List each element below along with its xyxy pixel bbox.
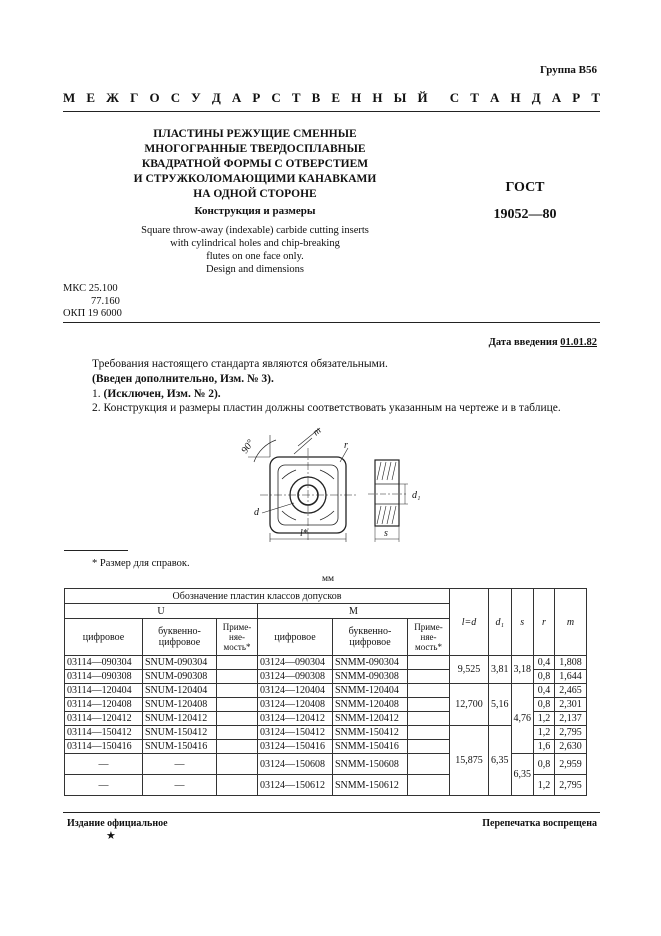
class-u: U [65, 604, 258, 619]
ld-group-1: 9,525 [450, 656, 489, 684]
d-label: d [254, 507, 259, 518]
table-row: 03114—120408 SNUM-120408 03124—120408 SNMM-120408 0,8 2,301 [65, 698, 587, 712]
table-row: — — 03124—150608 SNMM-150608 6,35 0,8 2,959 [65, 754, 587, 775]
footnote-rule [64, 550, 128, 551]
heading-letter: Р [572, 90, 581, 105]
heading-letter: Ж [106, 90, 119, 105]
heading-letter: Р [252, 90, 261, 105]
heading-letter: Н [372, 90, 383, 105]
star-icon: ★ [106, 830, 116, 842]
m-label: m [310, 425, 324, 439]
s-group-1: 3,18 [511, 656, 534, 684]
heading-letter: Н [510, 90, 521, 105]
footnote: * Размер для справок. [92, 558, 190, 569]
r-label: r [344, 440, 348, 451]
reprint-prohibited: Перепечатка воспрещена [482, 818, 597, 829]
units-label: мм [322, 574, 335, 584]
col-note-m: Приме- няе- мость* [408, 619, 450, 656]
table-row: 03114—090308 SNUM-090308 03124—090308 SNMM-090308 0,8 1,644 [65, 670, 587, 684]
introduction-date: Дата введения 01.01.82 [488, 337, 597, 348]
heading-letter: Е [86, 90, 96, 105]
insert-drawing [230, 418, 430, 548]
d1-label: d₁ [412, 490, 421, 501]
col-alpha-m: буквенно- цифровое [333, 619, 408, 656]
heading-letter: А [551, 90, 562, 105]
heading-letter: У [191, 90, 201, 105]
paragraph-mandatory: Требования настоящего стандарта являются обязательными. [92, 358, 388, 370]
heading-letter: С [170, 90, 181, 105]
heading-letter: Д [211, 90, 221, 105]
l-label: l* [300, 528, 308, 539]
col-alpha-u: буквенно- цифровое [143, 619, 217, 656]
col-digital-u: цифровое [65, 619, 143, 656]
heading-letter: С [449, 90, 460, 105]
heading-letter: Т [591, 90, 600, 105]
heading-letter: Ы [393, 90, 407, 105]
heading-letter: Й [417, 90, 428, 105]
interstate-standard-heading [63, 90, 600, 106]
heading-letter: Т [470, 90, 479, 105]
footer-rule [63, 812, 600, 813]
d1-group-2: 5,16 [489, 684, 512, 726]
heading-letter: О [149, 90, 160, 105]
heading-letter: В [311, 90, 321, 105]
table-row: 03114—090304 SNUM-090304 03124—090304 SNMM-090304 9,525 3,81 3,18 0,4 1,808 [65, 656, 587, 670]
col-ld: l=d [450, 589, 489, 656]
heading-letter: С [271, 90, 281, 105]
heading-letter: Г [130, 90, 139, 105]
table-row: 03114—120404 SNUM-120404 03124—120404 SNMM-120404 12,700 5,16 4,76 0,4 2,465 [65, 684, 587, 698]
document-title: ПЛАСТИНЫ РЕЖУЩИЕ СМЕННЫЕ МНОГОГРАННЫЕ ТВЕРДОСПЛАВНЫЕ КВАДРАТНОЙ ФОРМЫ С ОТВЕРСТИЕМ И СТРУЖКОЛОМАЮЩИМИ КАНАВКАМИ НА ОДНОЙ СТОРОНЕ [133, 128, 377, 200]
codes-rule [63, 322, 600, 323]
classification-codes: МКС 25.100 77.160 ОКП 19 6000 [63, 283, 122, 319]
col-m: m [555, 589, 587, 656]
official-edition: Издание официальное [67, 818, 168, 829]
header-rule [63, 111, 600, 112]
s-group-3: 6,35 [511, 754, 534, 796]
table-row: — — 03124—150612 SNMM-150612 1,2 2,795 [65, 775, 587, 796]
english-title: Square throw-away (indexable) carbide cutting inserts with cylindrical holes and chip-breaking flutes on one face only. Design and dimensions [141, 225, 369, 275]
paragraph-amendment: (Введен дополнительно, Изм. № 3). [92, 373, 274, 385]
gost-designation: ГОСТ 19052—80 [493, 180, 557, 222]
table-row: 03114—120412 SNUM-120412 03124—120412 SNMM-120412 1,2 2,137 [65, 712, 587, 726]
heading-letter: А [490, 90, 500, 105]
inserts-table [64, 588, 587, 796]
heading-letter: Т [291, 90, 301, 105]
paragraph-item-2: 2. Конструкция и размеры пластин должны соответствовать указанным на чертеже и в таблице. [92, 402, 561, 414]
s-group-2: 4,76 [511, 684, 534, 754]
heading-letter: А [231, 90, 242, 105]
paragraph-item-1: 1. (Исключен, Изм. № 2). [92, 388, 221, 400]
ld-group-2: 12,700 [450, 684, 489, 726]
heading-letter: М [63, 90, 76, 105]
heading-letter: Е [331, 90, 341, 105]
col-d1: d₁ [489, 589, 512, 656]
heading-letter: Н [351, 90, 362, 105]
class-m: M [258, 604, 450, 619]
group-label: Группа В56 [539, 64, 597, 76]
d1-group-3: 6,35 [489, 726, 512, 796]
table-row: 03114—150416 SNUM-150416 03124—150416 SNMM-150416 1,6 2,630 [65, 740, 587, 754]
s-label: s [384, 528, 388, 539]
col-r: r [534, 589, 555, 656]
col-note-u: Приме- няе- мость* [217, 619, 258, 656]
ld-group-3: 15,875 [450, 726, 489, 796]
document-subtitle: Конструкция и размеры [194, 205, 316, 217]
col-digital-m: цифровое [258, 619, 333, 656]
col-s: s [511, 589, 534, 656]
d1-group-1: 3,81 [489, 656, 512, 684]
table-row: 03114—150412 SNUM-150412 03124—150412 SNMM-150412 15,875 6,35 1,2 2,795 [65, 726, 587, 740]
table-header-group: Обозначение пластин классов допусков [65, 589, 450, 604]
angle-label: 90° [239, 437, 257, 456]
heading-letter: Д [531, 90, 541, 105]
